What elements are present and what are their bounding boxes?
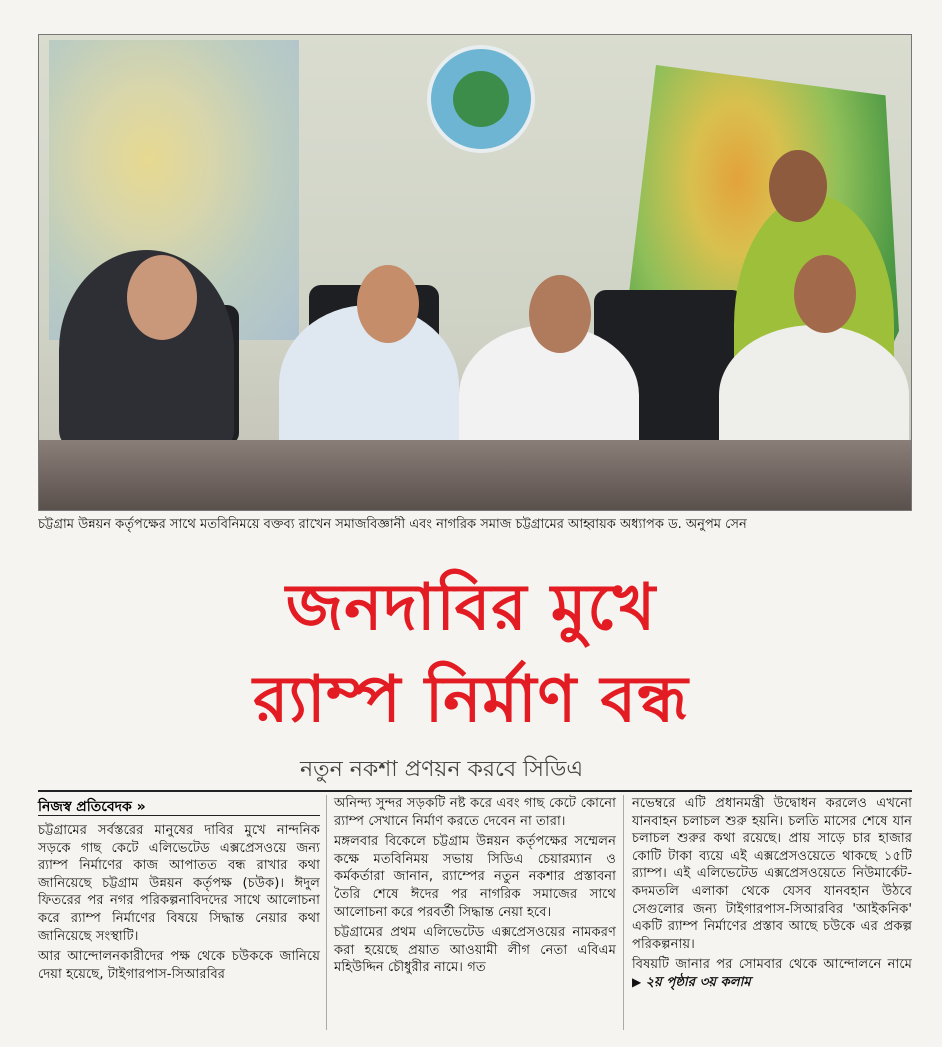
photo-caption: চট্টগ্রাম উন্নয়ন কর্তৃপক্ষের সাথে মতবিনিময়ে বক্তব্য রাখেন সমাজবিজ্ঞানী এবং নাগরিক সমাজ চট্টগ্রামের আহ্বায়ক অধ্যাপক ড. অনুপম সেন <box>38 517 747 532</box>
conference-table <box>39 440 911 510</box>
person-head <box>357 265 419 343</box>
subheadline: নতুন নকশা প্রণয়ন করবে সিডিএ <box>300 757 584 782</box>
continued-jump-link[interactable]: ২য় পৃষ্ঠার ৩য় কলাম <box>645 974 751 990</box>
news-photo <box>38 34 912 511</box>
column-divider <box>326 795 327 1030</box>
person-head <box>127 255 197 340</box>
column-divider <box>623 795 624 1030</box>
paragraph: মঙ্গলবার বিকেলে চট্টগ্রাম উন্নয়ন কর্তৃপক্ষের সম্মেলন কক্ষে মতবিনিময় সভায় সিডিএ চেয়ারম্যান ও কর্মকর্তারা জানান, র‍্যাম্পের নতুন নকশার প্রস্তাবনা তৈরি শেষে ঈদের পর নাগরিক সমাজের সাথে আলোচনা করে পরবর্তী সিদ্ধান্ত নেয়া হবে। <box>334 834 616 920</box>
paragraph <box>632 956 912 991</box>
byline: নিজস্ব প্রতিবেদক » <box>38 799 146 815</box>
continued-arrow-icon: ▶ <box>632 974 642 989</box>
article-column-3 <box>632 795 912 995</box>
divider <box>38 790 912 792</box>
paragraph: অনিন্দ্য সুন্দর সড়কটি নষ্ট করে এবং গাছ কেটে কোনো র‍্যাম্প সেখানে নির্মাণ করতে দেবেন না তারা। <box>334 796 616 829</box>
cda-logo <box>427 45 535 153</box>
headline-line-2: র‍্যাম্প নির্মাণ বন্ধ <box>253 663 689 737</box>
paragraph: চট্টগ্রামের প্রথম এলিভেটেড এক্সপ্রেসওয়ের নামকরণ করা হয়েছে প্রয়াত আওয়ামী লীগ নেতা এবিএম মহিউদ্দিন চৌধুরীর নামে। গত <box>334 925 616 976</box>
person-head <box>794 255 856 333</box>
paragraph-text: বিষয়টি জানার পর সোমবার থেকে আন্দোলনে নামে <box>632 957 912 973</box>
paragraph: চট্টগ্রামের সর্বস্তরের মানুষের দাবির মুখে নান্দনিক সড়কে গাছ কেটে এলিভেটেড এক্সপ্রেসওয়ে জন্য র‍্যাম্প নির্মাণের কাজ আপাতত বন্ধ রাখার কথা জানিয়েছে চট্টগ্রাম উন্নয়ন কর্তৃপক্ষ (চউক)। ঈদুল ফিতরের পর নগর পরিকল্পনাবিদদের সাথে আলোচনা করে র‍্যাম্প নির্মাণের বিষয়ে সিদ্ধান্ত নেয়ার কথা জানিয়েছে সংস্থাটি। <box>38 823 320 944</box>
person-head <box>769 150 827 222</box>
person-head <box>529 275 591 353</box>
logo-emblem <box>453 71 509 127</box>
paragraph: নভেম্বরে এটি প্রধানমন্ত্রী উদ্বোধন করলেও এখনো যানবাহন চলাচল শুরু হয়নি। চলতি মাসের শেষে যান চলাচল শুরুর কথা রয়েছে। প্রায় সাড়ে চার হাজার কোটি টাকা ব্যয়ে এই এক্সপ্রেসওয়েতে থাকছে ১৫টি র‍্যাম্প। এই এলিভেটেড এক্সপ্রেসওয়েতে নিউমার্কেট-কদমতলি এলাকা থেকে যেসব যানবহান উঠবে সেগুলোর জন্য টাইগারপাস-সিআরবির 'আইকনিক' একটি র‍্যাম্প নির্মাণের প্রস্তাব আছে চউকে এর প্রকল্প পরিকল্পনায়। <box>632 796 912 952</box>
headline-line-1: জনদাবির মুখে <box>285 571 657 645</box>
paragraph: আর আন্দোলনকারীদের পক্ষ থেকে চউককে জানিয়ে দেয়া হয়েছে, টাইগারপাস-সিআরবির <box>38 949 320 982</box>
article-column-1 <box>38 822 320 986</box>
article-column-2 <box>334 795 616 980</box>
